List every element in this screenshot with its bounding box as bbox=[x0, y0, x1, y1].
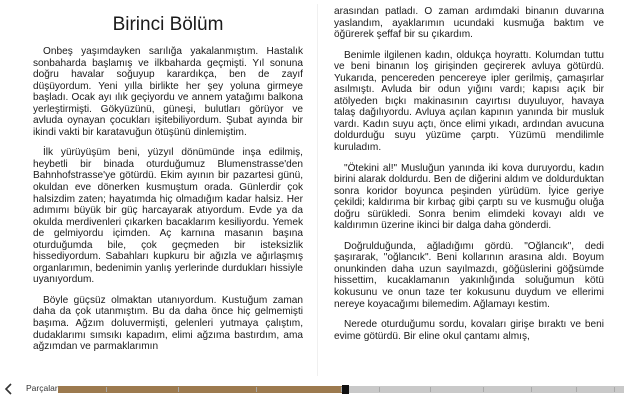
paragraph: Doğrulduğunda, ağladığımı gördü. "Oğlancık", dedi şaşırarak, "oğlancık". Beni kollarının arasına aldı. Boyum onunkinden daha uzun sayılmazdı, göğüslerini göğsümde hissettim, kucaklamanın yakınlığında soluğumun kötü kokusunu ve onun taze ter kokusunu duydum ve ellerimi nereye koyacağımı bilemedim. Ağlamayı kestim. bbox=[334, 240, 604, 310]
part-tick bbox=[483, 387, 484, 392]
part-tick bbox=[576, 387, 577, 392]
paragraph: İlk yürüyüşüm beni, yüzyıl dönümünde inşa edilmiş, heybetli bir binada oturduğumuz Blumenstrasse'den Bahnhofstrasse'ye götürdü. Ekim ayının bir pazartesi günü, okuldan eve dönerken kusmuştum orada. Günlerdir çok halsizdim zaten; hayatımda hiç olmadığım kadar halsiz. Her adımımı büyük bir güç harcayarak atıyordum. Evde ya da okulda merdivenleri çıkarken bacaklarım kesiliyordu. Yemek de gelmiyordu içimden. Aç karnına masanın başına oturduğumda bile, çok geçmeden bir isteksizlik hissediyordum. Sabahları kupkuru bir ağızla ve ağırlaşmış organlarımın, bedenimin yanlış yerlerinde durdukları hissiyle uyanıyordum. bbox=[33, 147, 303, 286]
back-button[interactable] bbox=[3, 382, 15, 396]
chevron-left-icon bbox=[3, 382, 15, 396]
progress-thumb[interactable] bbox=[342, 385, 349, 394]
paragraph: Benimle ilgilenen kadın, oldukça hoyrattı. Kolumdan tuttu ve beni binanın loş girişinden geçirerek avluya götürdü. Yukarıda, pencereden pencereye ipler gerilmiş, çamaşırlar asılmıştı. Avluda bir odun yığını vardı; kapısı açık bir atölyeden bıçkı makinasının cayırtısı duyuluyor, havaya talaş dağılıyordu. Avluya açılan kapının yanında bir musluk vardı. Kadın suyu açtı, önce elimi yıkadı, ardından avucuna doldurduğu suyu yüzüme çarptı. Yüzümü mendilimle kuruladım. bbox=[334, 49, 604, 154]
part-tick bbox=[379, 387, 380, 392]
right-page bbox=[334, 6, 604, 351]
page-divider bbox=[317, 4, 318, 376]
paragraph: Böyle güçsüz olmaktan utanıyordum. Kustuğum zaman daha da çok utanmıştım. Bu da daha önce hiç gelmemişti başıma. Ağzım doluvermişti, gelenleri yutmaya çalıştım, dudaklarımı sımsıkı kapadım, elimi ağzıma bastırdım, ama ağzımdan ve parmaklarımın bbox=[33, 294, 303, 353]
paragraph: arasından patladı. O zaman ardımdaki binanın duvarına yaslandım, ayaklarımın ucundaki kusmuğa baktım ve öğürerek şeffaf bir su çıkardım. bbox=[334, 6, 604, 41]
chapter-title: Birinci Bölüm bbox=[112, 14, 224, 35]
part-tick bbox=[106, 387, 107, 392]
part-tick bbox=[614, 387, 615, 392]
progress-fill bbox=[58, 386, 342, 393]
parts-label[interactable]: Parçalar bbox=[26, 383, 58, 393]
paragraph: Onbeş yaşımdayken sarılığa yakalanmıştım. Hastalık sonbaharda başlamış ve ilkbaharda geçmişti. Yıl sonuna doğru havalar soğuyup karardıkça, ben de zayıf düşüyordum. Yeni yılla birlikte her şey yoluna girmeye başladı. Ocak ayı ılık geçiyordu ve annem yatağımı balkona yerleştirmişti. Gökyüzünü, güneşi, bulutları görüyor ve avluda oynayan çocukları işitebiliyordum. Şubat ayında bir ikindi vakti bir karatavuğun ötüşünü dinlemiştim. bbox=[33, 46, 303, 138]
part-tick bbox=[531, 387, 532, 392]
paragraph: Nerede oturduğumu sordu, kovaları girişe bıraktı ve beni evime götürdü. Bir eline okul çantamı almış, bbox=[334, 319, 604, 342]
part-tick bbox=[430, 387, 431, 392]
part-tick bbox=[256, 387, 257, 392]
progress-bar[interactable] bbox=[58, 386, 624, 393]
part-tick bbox=[178, 387, 179, 392]
left-page bbox=[33, 6, 303, 362]
reader-footer bbox=[0, 378, 634, 400]
paragraph: "Ötekini al!" Musluğun yanında iki kova duruyordu, kadın birini alarak doldurdu. Ben de diğerini aldım ve doldurduktan sonra koridor boyunca peşinden yürüdüm. İyice geriye çekildi; kaldırıma bir kırbaç gibi çarptı su ve kusmuğu oluğa doğru sürükledi. Sonra benim elimdeki kovayı aldı ve kaldırımın üzerine ikinci bir dalga daha gönderdi. bbox=[334, 162, 604, 232]
part-tick bbox=[341, 387, 342, 392]
